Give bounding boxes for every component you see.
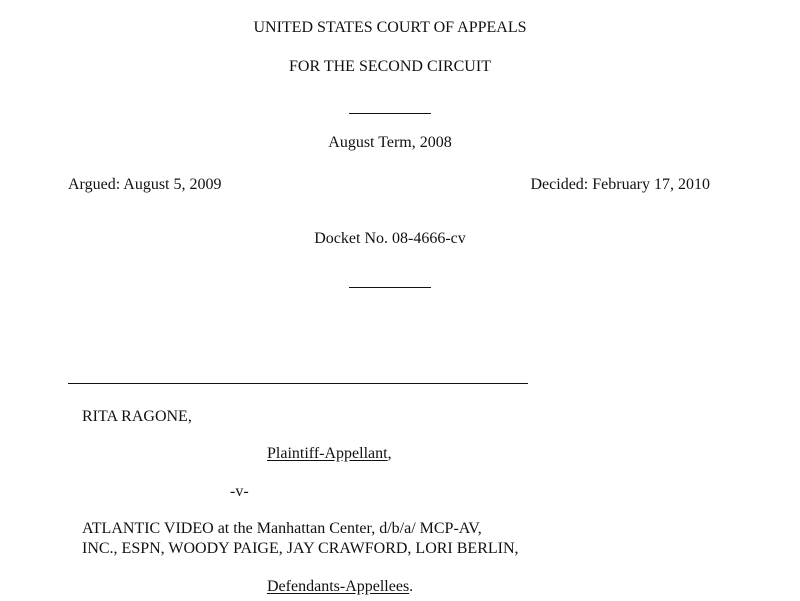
versus: -v- — [230, 483, 249, 500]
separator-rule-top — [349, 113, 431, 114]
court-circuit: FOR THE SECOND CIRCUIT — [289, 58, 491, 75]
court-name: UNITED STATES COURT OF APPEALS — [253, 19, 527, 36]
caption-rule — [68, 383, 528, 384]
plaintiff-role-label: Plaintiff-Appellant — [267, 445, 388, 462]
decided-date: Decided: February 17, 2010 — [530, 176, 710, 193]
argued-date: Argued: August 5, 2009 — [68, 176, 222, 193]
docket-number: Docket No. 08-4666-cv — [314, 230, 466, 247]
plaintiff-name: RITA RAGONE, — [82, 408, 192, 425]
separator-rule-bottom — [349, 287, 431, 288]
plaintiff-role-punct: , — [387, 445, 392, 462]
plaintiff-role — [267, 445, 392, 463]
defendants-role-label: Defendants-Appellees — [267, 578, 410, 595]
defendants-role — [267, 578, 413, 596]
term: August Term, 2008 — [328, 134, 452, 151]
defendants-role-punct: . — [409, 578, 414, 595]
defendants-line-2: INC., ESPN, WOODY PAIGE, JAY CRAWFORD, LORI BERLIN, — [82, 540, 519, 557]
defendants-line-1: ATLANTIC VIDEO at the Manhattan Center, d/b/a/ MCP-AV, — [82, 520, 482, 537]
